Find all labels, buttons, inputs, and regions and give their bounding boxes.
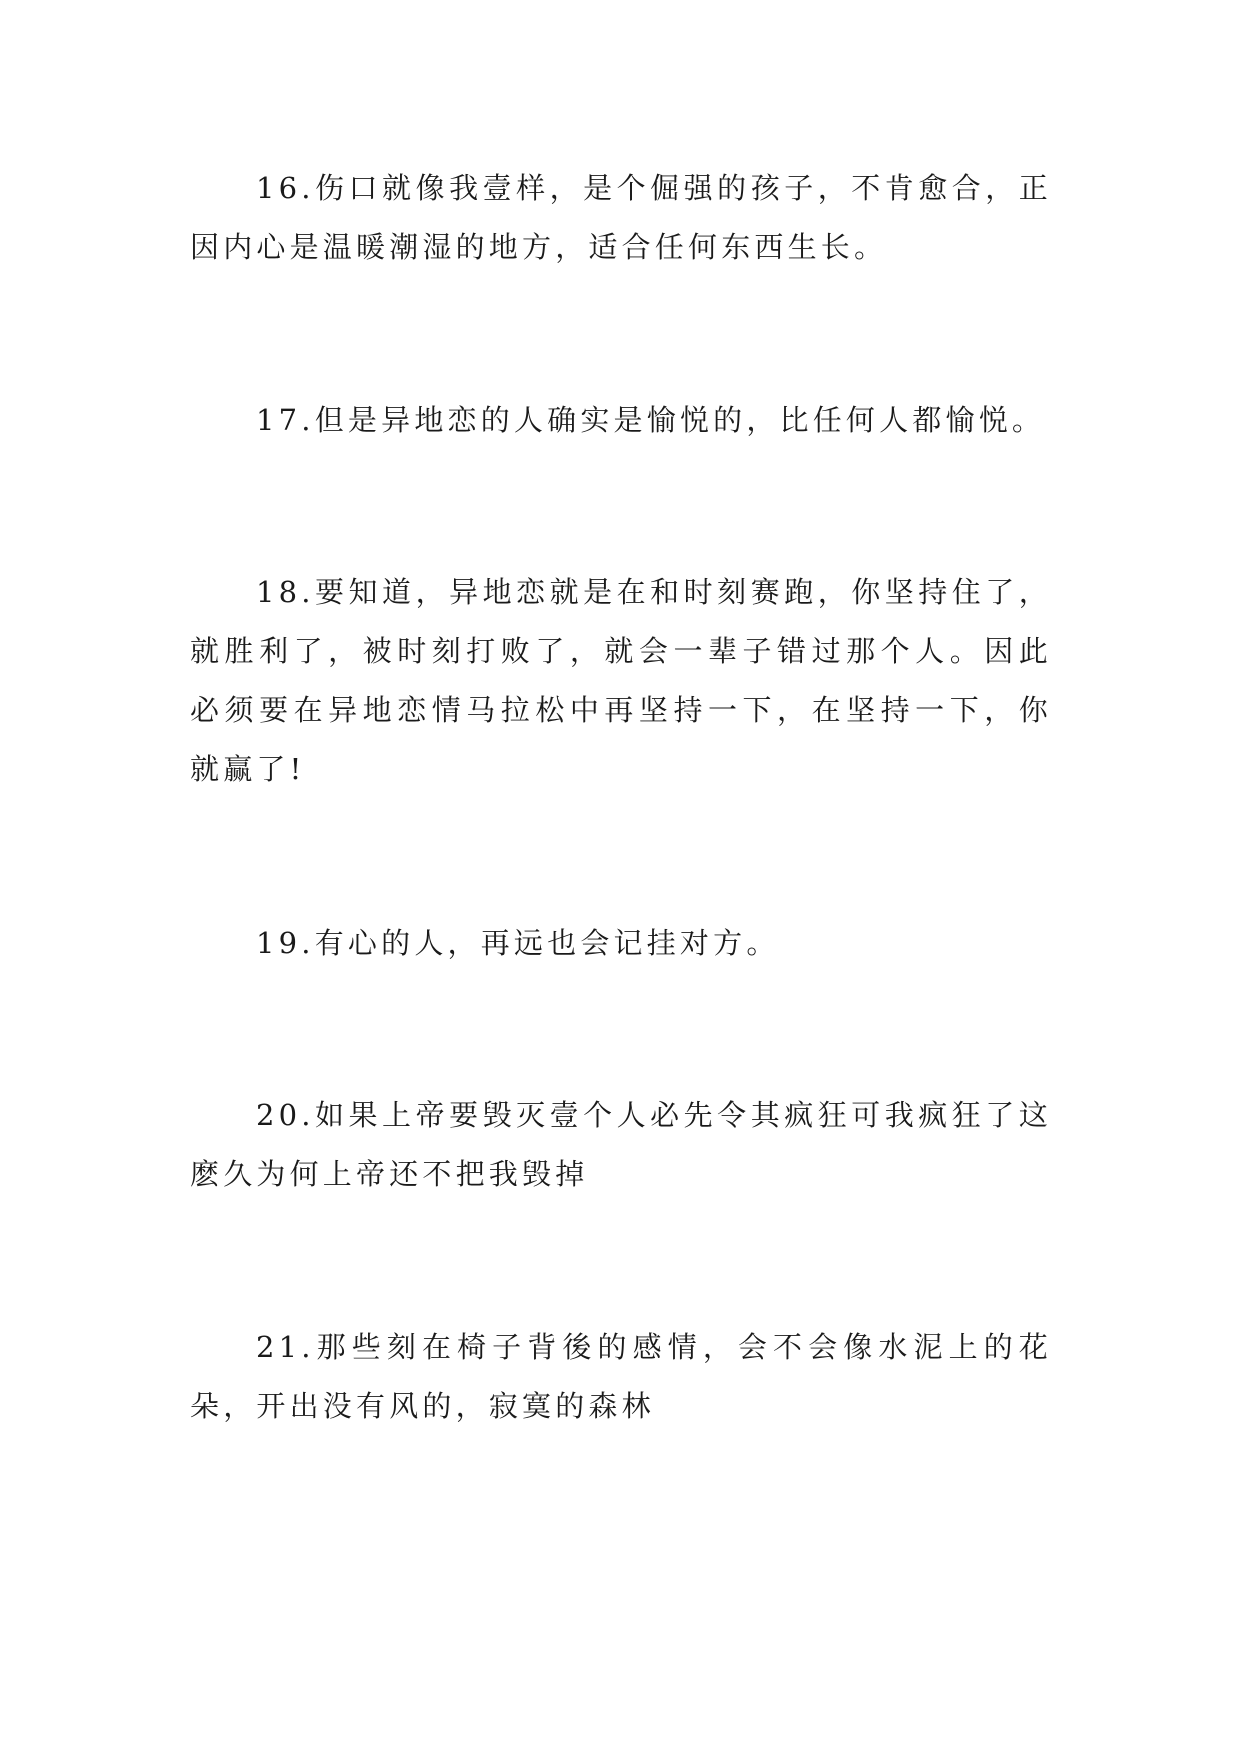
paragraph-16: 16.伤口就像我壹样，是个倔强的孩子，不肯愈合，正因内心是温暖潮湿的地方，适合任何东西生长。 bbox=[190, 171, 1052, 264]
paragraph-18: 18.要知道，异地恋就是在和时刻赛跑，你坚持住了，就胜利了，被时刻打败了，就会一辈子错过那个人。因此必须要在异地恋情马拉松中再坚持一下，在坚持一下，你就赢了! bbox=[190, 575, 1052, 786]
paragraph-20: 20.如果上帝要毁灭壹个人必先令其疯狂可我疯狂了这麽久为何上帝还不把我毁掉 bbox=[190, 1098, 1052, 1191]
paragraph-17: 17.但是异地恋的人确实是愉悦的，比任何人都愉悦。 bbox=[256, 403, 1046, 437]
paragraph-19: 19.有心的人，再远也会记挂对方。 bbox=[256, 926, 780, 960]
paragraph-21: 21.那些刻在椅子背後的感情，会不会像水泥上的花朵，开出没有风的，寂寞的森林 bbox=[190, 1330, 1052, 1423]
